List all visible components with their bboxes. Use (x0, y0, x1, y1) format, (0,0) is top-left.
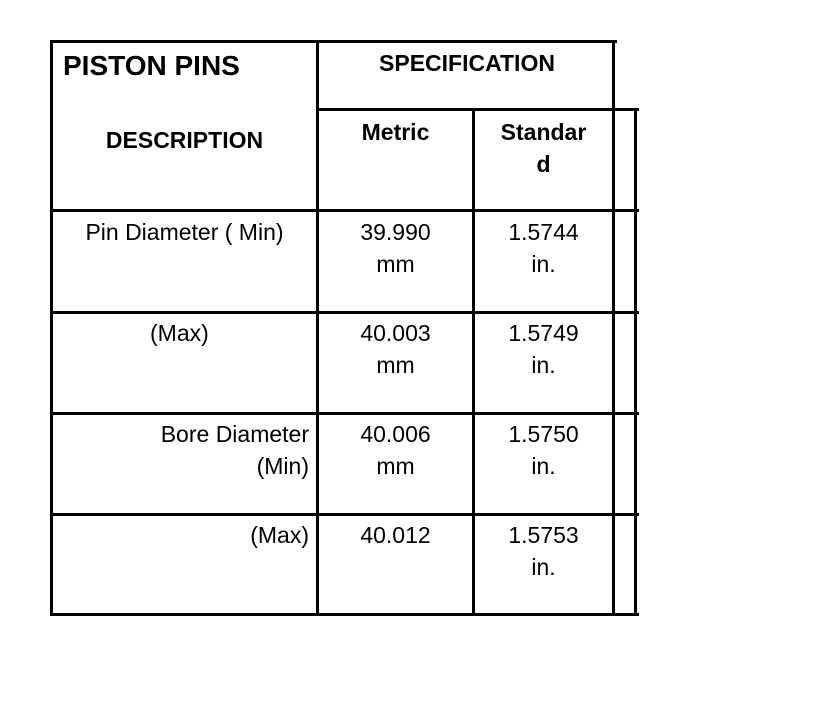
standard-cell: 1.5749 in. (508, 320, 579, 378)
row-divider (50, 513, 639, 516)
metric-cell: 39.990 mm (360, 219, 431, 277)
table-border-right (634, 108, 637, 616)
row-divider (50, 311, 639, 314)
row-divider (50, 209, 639, 212)
description-cell: Bore Diameter (Min) (160, 421, 309, 479)
table-border-top (50, 40, 617, 43)
row-divider (50, 412, 639, 415)
metric-cell: 40.003 mm (360, 320, 431, 378)
description-header: DESCRIPTION (105, 127, 264, 153)
column-divider (612, 40, 615, 616)
spec-header: SPECIFICATION (379, 50, 555, 76)
table-title: PISTON PINS (63, 50, 240, 81)
standard-header: Standar d (500, 119, 587, 177)
standard-cell: 1.5744 in. (508, 219, 579, 277)
standard-cell: 1.5750 in. (508, 421, 579, 479)
description-cell: (Max) (250, 522, 309, 548)
spec-header-divider (317, 108, 639, 111)
description-cell: (Max) (150, 320, 209, 346)
metric-cell: 40.006 mm (360, 421, 431, 479)
standard-cell: 1.5753 in. (508, 522, 579, 580)
metric-header: Metric (361, 119, 430, 145)
description-cell: Pin Diameter ( Min) (85, 219, 284, 245)
table-border-bottom (50, 613, 639, 616)
metric-cell: 40.012 (360, 522, 431, 548)
